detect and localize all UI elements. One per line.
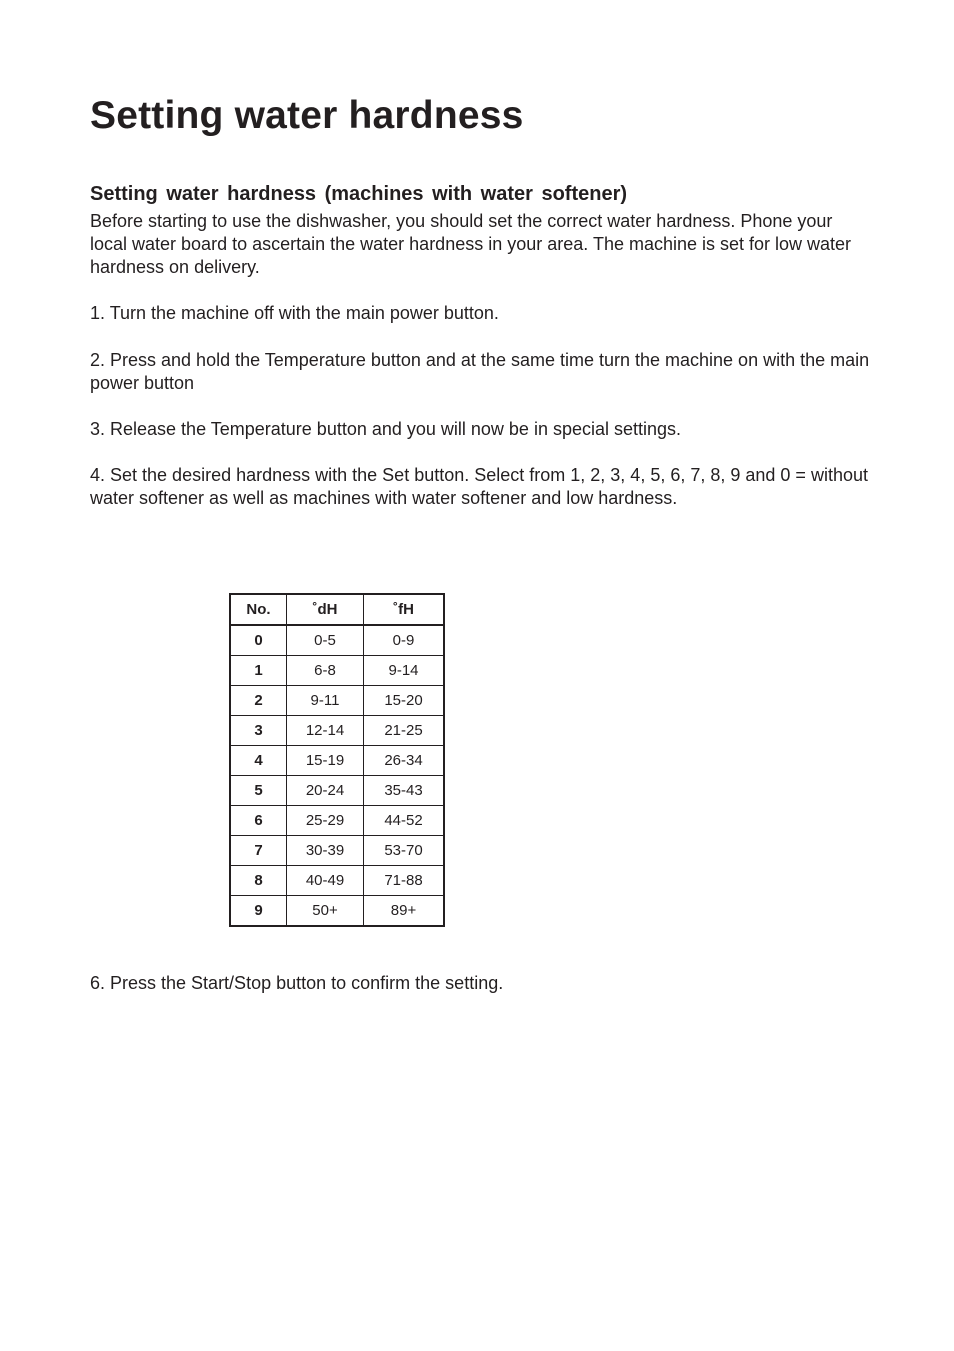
step-2: 2. Press and hold the Temperature button and at the same time turn the machine on with the main power button: [90, 350, 870, 393]
table-row: [230, 776, 444, 806]
table-row: [230, 625, 444, 656]
cell-fh: 35-43: [364, 776, 445, 806]
cell-no: 5: [230, 776, 287, 806]
cell-no: 2: [230, 686, 287, 716]
table-row: [230, 686, 444, 716]
cell-dh: 30-39: [287, 836, 364, 866]
table-header-row: [230, 594, 444, 625]
cell-no: 0: [230, 625, 287, 656]
cell-dh: 20-24: [287, 776, 364, 806]
cell-dh: 50+: [287, 896, 364, 927]
cell-no: 4: [230, 746, 287, 776]
cell-dh: 6-8: [287, 656, 364, 686]
table-row: [230, 716, 444, 746]
cell-no: 6: [230, 806, 287, 836]
cell-fh: 53-70: [364, 836, 445, 866]
water-hardness-table: [229, 593, 445, 927]
header-no: No.: [230, 594, 287, 625]
cell-dh: 40-49: [287, 866, 364, 896]
cell-fh: 9-14: [364, 656, 445, 686]
section-subtitle: Setting water hardness (machines with water softener): [90, 183, 628, 205]
cell-no: 9: [230, 896, 287, 927]
table-row: [230, 746, 444, 776]
cell-fh: 26-34: [364, 746, 445, 776]
cell-fh: 21-25: [364, 716, 445, 746]
cell-dh: 12-14: [287, 716, 364, 746]
table-row: [230, 836, 444, 866]
header-fh: ˚fH: [364, 594, 445, 625]
cell-fh: 89+: [364, 896, 445, 927]
cell-fh: 71-88: [364, 866, 445, 896]
cell-dh: 15-19: [287, 746, 364, 776]
intro-paragraph: Before starting to use the dishwasher, you should set the correct water hardness. Phone your local water board to ascertain the water hardness in your area. The machine is set for low water hardness on delivery.: [90, 211, 852, 277]
cell-fh: 44-52: [364, 806, 445, 836]
table-row: [230, 896, 444, 927]
cell-no: 1: [230, 656, 287, 686]
cell-no: 3: [230, 716, 287, 746]
step-3: 3. Release the Temperature button and you will now be in special settings.: [90, 419, 682, 439]
cell-dh: 9-11: [287, 686, 364, 716]
step-1: 1. Turn the machine off with the main power button.: [90, 303, 499, 323]
table-row: [230, 656, 444, 686]
step-6: 6. Press the Start/Stop button to confirm the setting.: [90, 973, 504, 993]
step-4: 4. Set the desired hardness with the Set button. Select from 1, 2, 3, 4, 5, 6, 7, 8, 9 and 0 = without water softener as well as machines with water softener and low hardness.: [90, 465, 868, 508]
cell-fh: 15-20: [364, 686, 445, 716]
table-row: [230, 806, 444, 836]
table-row: [230, 866, 444, 896]
cell-no: 7: [230, 836, 287, 866]
cell-no: 8: [230, 866, 287, 896]
cell-dh: 25-29: [287, 806, 364, 836]
page-title: Setting water hardness: [90, 94, 524, 137]
header-dh: ˚dH: [287, 594, 364, 625]
cell-dh: 0-5: [287, 625, 364, 656]
cell-fh: 0-9: [364, 625, 445, 656]
